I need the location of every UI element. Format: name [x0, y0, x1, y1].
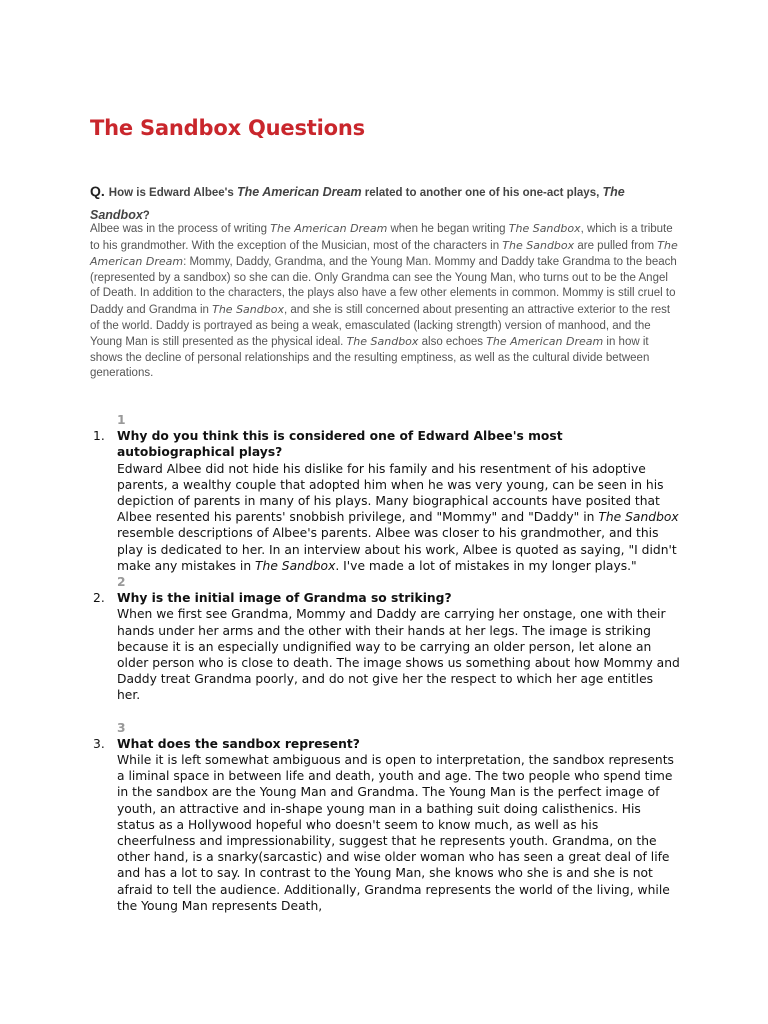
play-title: The Sandbox — [502, 238, 575, 252]
main-question — [90, 180, 650, 227]
question-number: 1 — [117, 413, 126, 427]
play-title: The Sandbox — [508, 222, 581, 235]
question-text: How is Edward Albee's — [108, 187, 237, 199]
intro-text: , and she is still concerned about presenting an attractive exterior to the rest of the world. Daddy is portrayed as being a weak, emasculated (lacking strength) version of manhood, and the Young Man is still presented as the physical ideal. — [90, 303, 671, 349]
question-number: 3 — [117, 720, 126, 735]
play-title: The American Dream — [270, 222, 388, 235]
answer-text: While it is left somewhat ambiguous and is open to interpretation, the sandbox represents a liminal space in between life and death, youth and age. The two people who spend time in the sandbox are the Young Man and Grandma. The Young Man is the perfect image of youth, an attractive and in-shape young man in a bathing suit doing calisthenics. His status as a Hollywood hopeful who doesn't seem to know much, as well as his cheerfulness and impressionability, suggest that he represents youth. Grandma, on the other hand, is a snarky(sarcastic) and wise older woman who has seen a great deal of life and has a lot to say. In contrast to the Young Man, she knows who she is and she is not afraid to tell the audience. Additionally, Grandma represents the world of the living, while the Young Man represents Death, — [117, 753, 674, 913]
play-title: The American Dream — [486, 335, 604, 349]
list-marker: 2. — [93, 591, 105, 606]
play-title: The Sandbox — [212, 302, 284, 316]
question-number: 2 — [117, 575, 126, 590]
answer-segment: resemble descriptions of Albee's parents. Albee was closer to his grandmother, and this play is dedicated to her. In an interview about his work, Albee is quoted as saying, "I didn't make any mistakes in — [117, 526, 677, 573]
question-title: Why do you think this is considered one of Edward Albee's most autobiographical plays? — [117, 429, 563, 460]
question-text: ? — [142, 210, 150, 222]
question-list — [80, 412, 680, 930]
answer-segment: Edward Albee did not hide his dislike for his family and his resentment of his adoptive parents, a wealthy couple that adopted him when he was very young, can be seen in his depiction of parents in many of his plays. Many biographical accounts have posited that Albee resented his parents' snobbish privilege, and "Mommy" and "Daddy" in — [117, 461, 664, 525]
list-item — [80, 412, 680, 574]
page-title: The Sandbox Questions — [90, 116, 365, 140]
question-title: What does the sandbox represent? — [117, 736, 360, 751]
play-title: The Sandbox — [346, 335, 419, 349]
question-title: Why is the initial image of Grandma so striking? — [117, 591, 452, 606]
play-title: The Sandbox — [598, 510, 679, 525]
answer-text: When we first see Grandma, Mommy and Daddy are carrying her onstage, one with their hands under her arms and the other with their hands at her legs. The image is striking because it is an especially undignified way to be carrying an older person, let alone an older person who is close to death. The image shows us something about how Mommy and Daddy treat Grandma poorly, and do not give her the respect to which her age entitles her. — [117, 607, 680, 703]
intro-text: Albee was in the process of writing — [90, 223, 271, 235]
intro-text: when he began writing — [387, 223, 509, 235]
list-item — [80, 720, 680, 914]
list-item — [80, 574, 680, 704]
intro-answer — [90, 221, 680, 382]
play-title: The Sandbox — [255, 558, 336, 573]
answer-text — [117, 461, 680, 574]
intro-text: are pulled from — [574, 239, 658, 252]
question-text: related to another one of his one-act plays, — [361, 187, 603, 199]
play-title: The American Dream — [90, 238, 678, 269]
question-marker: Q. — [90, 183, 105, 199]
intro-text: : Mommy, Daddy, Grandma, and the Young Man. Mommy and Daddy take Grandma to the beach (represented by a sandbox) so she can die. Only Grandma can see the Young Man, who turns out to be the Angel of Death. In addition to the characters, the plays also have a few other elements in common. Mommy is still cruel to Daddy and Grandma in — [90, 256, 677, 316]
intro-text: in how it shows the decline of personal relationships and the resulting emptiness, as well as the cultural divide between generations. — [90, 336, 650, 380]
intro-text: , which is a tribute to his grandmother. With the exception of the Musician, most of the characters in — [90, 223, 673, 252]
list-marker: 1. — [93, 429, 105, 443]
answer-segment: . I've made a lot of mistakes in my longer plays." — [335, 558, 637, 573]
list-marker: 3. — [93, 736, 105, 751]
intro-text: also echoes — [418, 336, 487, 349]
play-title: The American Dream — [236, 185, 362, 199]
play-title: The Sandbox — [90, 185, 625, 222]
